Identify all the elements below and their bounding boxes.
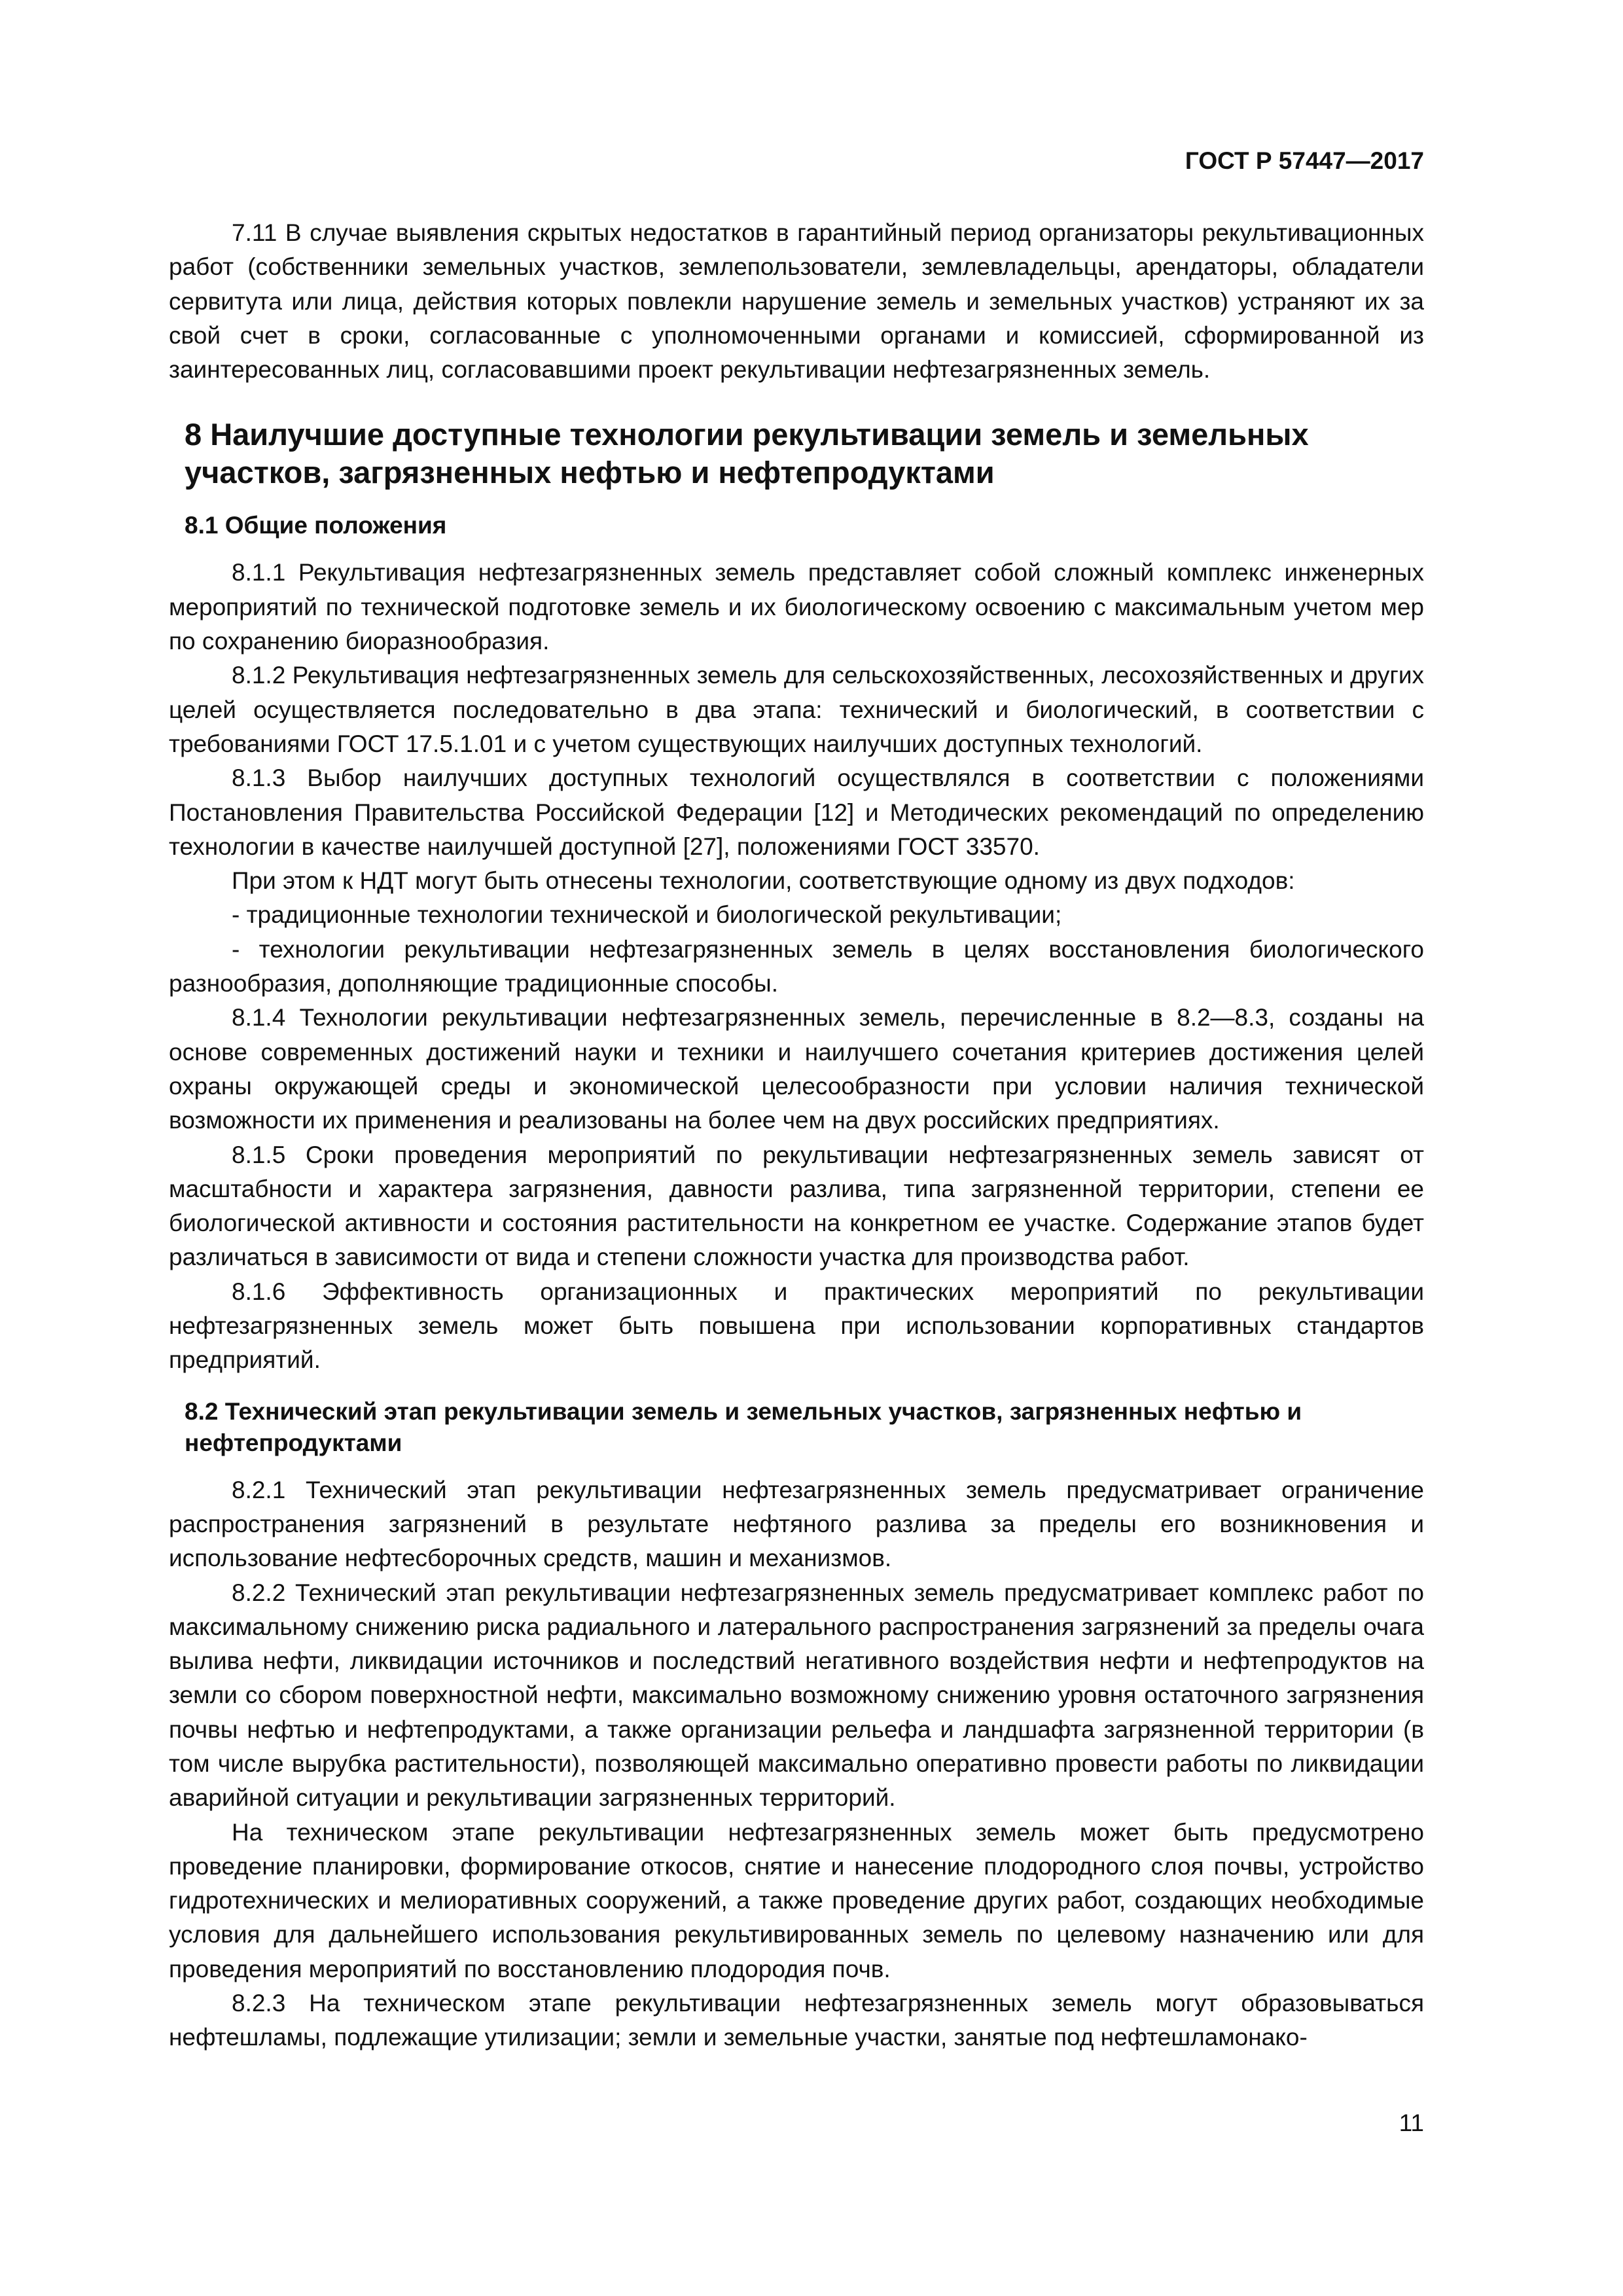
section-8-1-heading: 8.1 Общие положения [185,512,447,539]
list-item: - традиционные технологии технической и биологической рекультивации; [232,901,1062,929]
paragraph-technical-stage: На техническом этапе рекультивации нефтезагрязненных земель может быть предусмотрено проведение планировки, формирование откосов, снятие и нанесение плодородного слоя почвы, устройство гидротехнических и мелиоративных сооружений, а также проведение других работ, создающих необходимые условия для дальнейшего использования рекультивированных земель по целевому назначению или для проведения мероприятий по восстановлению плодородия почв. [169,1818,1424,1982]
paragraph-8-1-2: 8.1.2 Рекультивация нефтезагрязненных земель для сельскохозяйственных, лесохозяйственных и других целей осуществляется последовательно в два этапа: технический и биологический, в соответствии с требованиями ГОСТ 17.5.1.01 и с учетом существующих наилучших доступных технологий. [169,662,1424,757]
paragraph-8-1-1: 8.1.1 Рекультивация нефтезагрязненных земель представляет собой сложный комплекс инженерных мероприятий по технической подготовке земель и их биологическому освоению с максимальным учетом мер по сохранению биоразнообразия. [169,559,1424,655]
paragraph-7-11: 7.11 В случае выявления скрытых недостатков в гарантийный период организаторы рекультивационных работ (собственники земельных участков, землепользователи, землевладельцы, арендаторы, обладатели сервитута или лица, действия которых повлекли нарушение земель и земельных участков) устраняют их за свой счет в сроки, согласованные с уполномоченными органами и комиссией, сформированной из заинтересованных лиц, согласовавшими проект рекультивации нефтезагрязненных земель. [169,219,1424,384]
paragraph-8-2-1: 8.2.1 Технический этап рекультивации нефтезагрязненных земель предусматривает ограничение распространения загрязнений в результате нефтяного разлива за пределы его возникновения и использование нефтесборочных средств, машин и механизмов. [169,1476,1424,1572]
paragraph-8-1-4: 8.1.4 Технологии рекультивации нефтезагрязненных земель, перечисленные в 8.2—8.3, созданы на основе современных достижений науки и техники и наилучшего сочетания критериев достижения целей охраны окружающей среды и экономической целесообразности при условии наличия технической возможности их применения и реализованы на более чем на двух российских предприятиях. [169,1004,1424,1134]
paragraph-8-2-2: 8.2.2 Технический этап рекультивации нефтезагрязненных земель предусматривает комплекс работ по максимальному снижению риска радиального и латерального распространения загрязнений за пределы очага вылива нефти, ликвидации источников и последствий негативного воздействия нефти и нефтепродуктов на земли со сбором поверхностной нефти, максимально возможному снижению уровня остаточного загрязнения почвы нефтью и нефтепродуктами, а также организации рельефа и ландшафта загрязненной территории (в том числе вырубка растительности), позволяющей максимально оперативно провести работы по ликвидации аварийной ситуации и рекультивации загрязненных территорий. [169,1579,1424,1812]
paragraph-ndt-intro: При этом к НДТ могут быть отнесены технологии, соответствующие одному из двух подходов: [232,867,1295,895]
paragraph-8-2-3: 8.2.3 На техническом этапе рекультивации нефтезагрязненных земель могут образовываться нефтешламы, подлежащие утилизации; земли и земельные участки, занятые под нефтешламонако- [169,1990,1424,2051]
paragraph-8-1-5: 8.1.5 Сроки проведения мероприятий по рекультивации нефтезагрязненных земель зависят от масштабности и характера загрязнения, давности разлива, типа загрязненной территории, степени ее биологической активности и состояния растительности на конкретном ее участке. Содержание этапов будет различаться в зависимости от вида и степени сложности участка для производства работ. [169,1141,1424,1271]
list-item: - технологии рекультивации нефтезагрязненных земель в целях восстановления биологического разнообразия, дополняющие традиционные способы. [169,935,1424,997]
section-8-heading: 8 Наилучшие доступные технологии рекультивации земель и земельных участков, загрязненных нефтью и нефтепродуктами [185,417,1309,490]
section-8-2-heading: 8.2 Технический этап рекультивации земель и земельных участков, загрязненных нефтью и нефтепродуктами [185,1397,1302,1456]
document-code-header: ГОСТ Р 57447—2017 [1185,147,1424,174]
document-body [169,216,1424,2055]
paragraph-8-1-6: 8.1.6 Эффективность организационных и практических мероприятий по рекультивации нефтезагрязненных земель может быть повышена при использовании корпоративных стандартов предприятий. [169,1278,1424,1374]
paragraph-8-1-3: 8.1.3 Выбор наилучших доступных технологий осуществлялся в соответствии с положениями Постановления Правительства Российской Федерации [12] и Методических рекомендаций по определению технологии в качестве наилучшей доступной [27], положениями ГОСТ 33570. [169,764,1424,860]
page-number: 11 [1399,2109,1424,2136]
